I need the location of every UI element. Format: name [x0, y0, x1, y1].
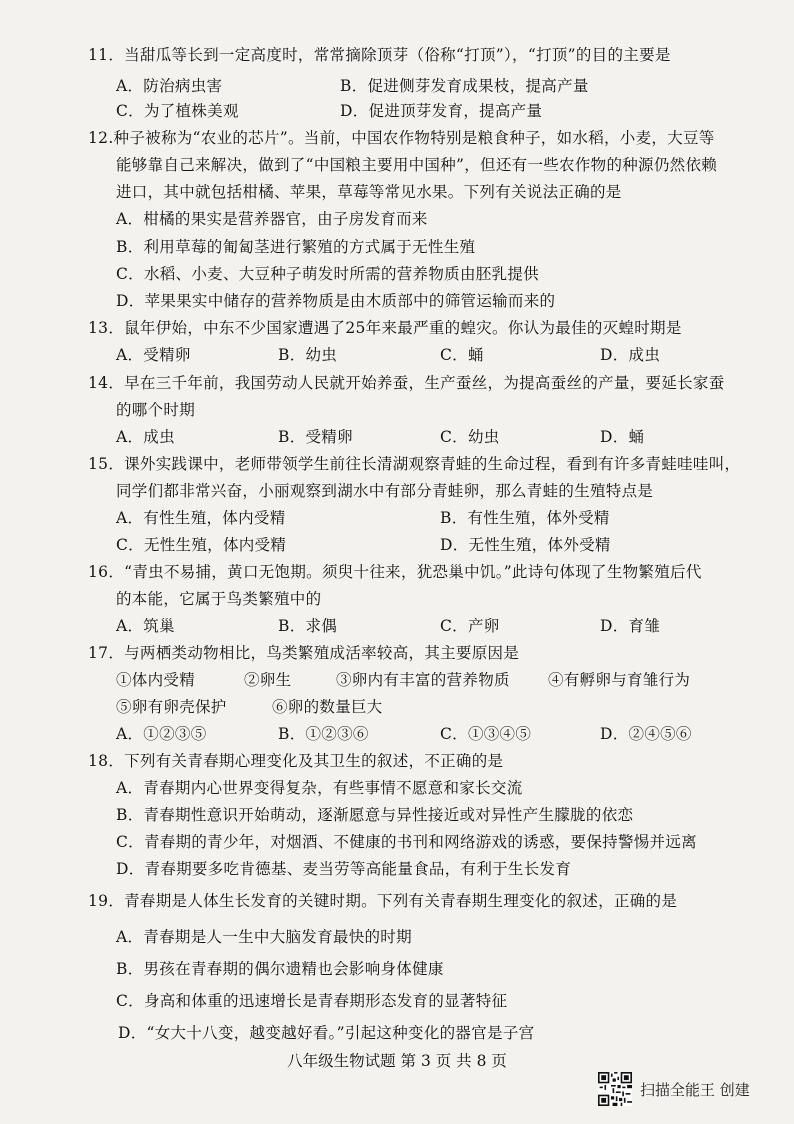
- q12-option-d: D．苹果果实中储存的营养物质是由木质部中的筛管运输而来的: [116, 292, 556, 310]
- page-footer: 八年级生物试题 第 3 页 共 8 页: [287, 1052, 507, 1070]
- q13-stem: 13．鼠年伊始，中东不少国家遭遇了25年来最严重的蝗灾。你认为最佳的灭蝗时期是: [88, 319, 682, 337]
- q17-option-a: A．①②③⑤: [116, 725, 207, 743]
- q11-option-c: C．为了植株美观: [116, 102, 239, 120]
- q11-stem: 11．当甜瓜等长到一定高度时，常常摘除顶芽（俗称“打顶”），“打顶”的目的主要是: [88, 46, 671, 64]
- q13-option-a: A．受精卵: [116, 346, 191, 364]
- qr-code-icon: [598, 1072, 632, 1106]
- q12-option-a: A．柑橘的果实是营养器官，由子房发育而来: [116, 210, 428, 228]
- q17-item-3: ③卵内有丰富的营养物质: [336, 671, 510, 689]
- q14-option-d: D．蛹: [600, 428, 645, 446]
- q15-option-c: C．无性生殖，体内受精: [116, 536, 287, 554]
- q17-option-c: C．①③④⑤: [440, 725, 532, 743]
- q16-option-b: B．求偶: [278, 617, 338, 635]
- q15-stem-line1: 15．课外实践课中，老师带领学生前往长清湖观察青蛙的生命过程，看到有许多青蛙哇哇叫，: [88, 455, 741, 473]
- q13-option-c: C．蛹: [440, 346, 484, 364]
- q13-option-b: B．幼虫: [278, 346, 338, 364]
- q12-stem-line2: 能够靠自己来解决，做到了“中国粮主要用中国种”，但还有一些农作物的种源仍然依赖: [116, 156, 718, 174]
- q17-option-d: D．②④⑤⑥: [600, 725, 692, 743]
- q12-option-b: B．利用草莓的匍匐茎进行繁殖的方式属于无性生殖: [116, 238, 476, 256]
- q14-option-b: B．受精卵: [278, 428, 353, 446]
- q16-option-a: A．筑巢: [116, 617, 175, 635]
- q18-option-a: A．青春期内心世界变得复杂，有些事情不愿意和家长交流: [116, 779, 523, 797]
- scanner-watermark-label: 扫描全能王 创建: [640, 1081, 750, 1099]
- q19-option-c: C．身高和体重的迅速增长是青春期形态发育的显著特征: [116, 992, 508, 1010]
- q11-option-b: B．促进侧芽发育成果枝，提高产量: [340, 77, 589, 95]
- q16-stem-line1: 16．“青虫不易捕，黄口无饱期。须臾十往来，犹恐巢中饥。”此诗句体现了生物繁殖后代: [88, 563, 702, 581]
- q14-stem-line2: 的哪个时期: [116, 401, 196, 419]
- q11-option-a: A．防治病虫害: [116, 77, 223, 95]
- q18-option-d: D．青春期要多吃肯德基、麦当劳等高能量食品，有利于生长发育: [116, 860, 572, 878]
- q16-stem-line2: 的本能，它属于鸟类繁殖中的: [116, 590, 322, 608]
- q12-stem-line1: 12.种子被称为“农业的芯片”。当前，中国农作物特别是粮食种子，如水稻，小麦，大豆等: [88, 129, 715, 147]
- q12-stem-line3: 进口，其中就包括柑橘、苹果，草莓等常见水果。下列有关说法正确的是: [116, 183, 622, 201]
- q17-item-4: ④有孵卵与育雏行为: [548, 671, 691, 689]
- q13-option-d: D．成虫: [600, 346, 661, 364]
- q17-stem: 17．与两栖类动物相比，鸟类繁殖成活率较高，其主要原因是: [88, 644, 520, 662]
- q15-option-d: D．无性生殖，体外受精: [440, 536, 611, 554]
- q18-stem: 18．下列有关青春期心理变化及其卫生的叙述，不正确的是: [88, 752, 504, 770]
- q19-stem: 19．青春期是人体生长发育的关键时期。下列有关青春期生理变化的叙述，正确的是: [88, 892, 678, 910]
- q17-item-2: ②卵生: [244, 671, 292, 689]
- q17-option-b: B．①②③⑥: [278, 725, 369, 743]
- q11-option-d: D．促进顶芽发育，提高产量: [340, 102, 543, 120]
- q18-option-c: C．青春期的青少年，对烟酒、不健康的书刊和网络游戏的诱惑，要保持警惕并远离: [116, 833, 697, 851]
- q17-item-5: ⑤卵有卵壳保护: [116, 698, 227, 716]
- q18-option-b: B．青春期性意识开始萌动，逐渐愿意与异性接近或对异性产生朦胧的依恋: [116, 806, 634, 824]
- q16-option-d: D．育雏: [600, 617, 661, 635]
- q15-option-a: A．有性生殖，体内受精: [116, 509, 286, 527]
- q17-item-1: ①体内受精: [116, 671, 196, 689]
- q16-option-c: C．产卵: [440, 617, 500, 635]
- q14-option-c: C．幼虫: [440, 428, 500, 446]
- q15-option-b: B．有性生殖，体外受精: [440, 509, 610, 527]
- q19-option-b: B．男孩在青春期的偶尔遗精也会影响身体健康: [116, 960, 444, 978]
- q19-option-a: A．青春期是人一生中大脑发育最快的时期: [116, 928, 412, 946]
- q12-option-c: C．水稻、小麦、大豆种子萌发时所需的营养物质由胚乳提供: [116, 265, 539, 283]
- q14-option-a: A．成虫: [116, 428, 175, 446]
- q19-option-d: D．“女大十八变，越变越好看。”引起这种变化的器官是子宫: [118, 1024, 535, 1042]
- q17-item-6: ⑥卵的数量巨大: [272, 698, 383, 716]
- q14-stem-line1: 14．早在三千年前，我国劳动人民就开始养蚕，生产蚕丝，为提高蚕丝的产量，要延长家蚕: [88, 374, 725, 392]
- q15-stem-line2: 同学们都非常兴奋，小丽观察到湖水中有部分青蛙卵，那么青蛙的生殖特点是: [116, 482, 654, 500]
